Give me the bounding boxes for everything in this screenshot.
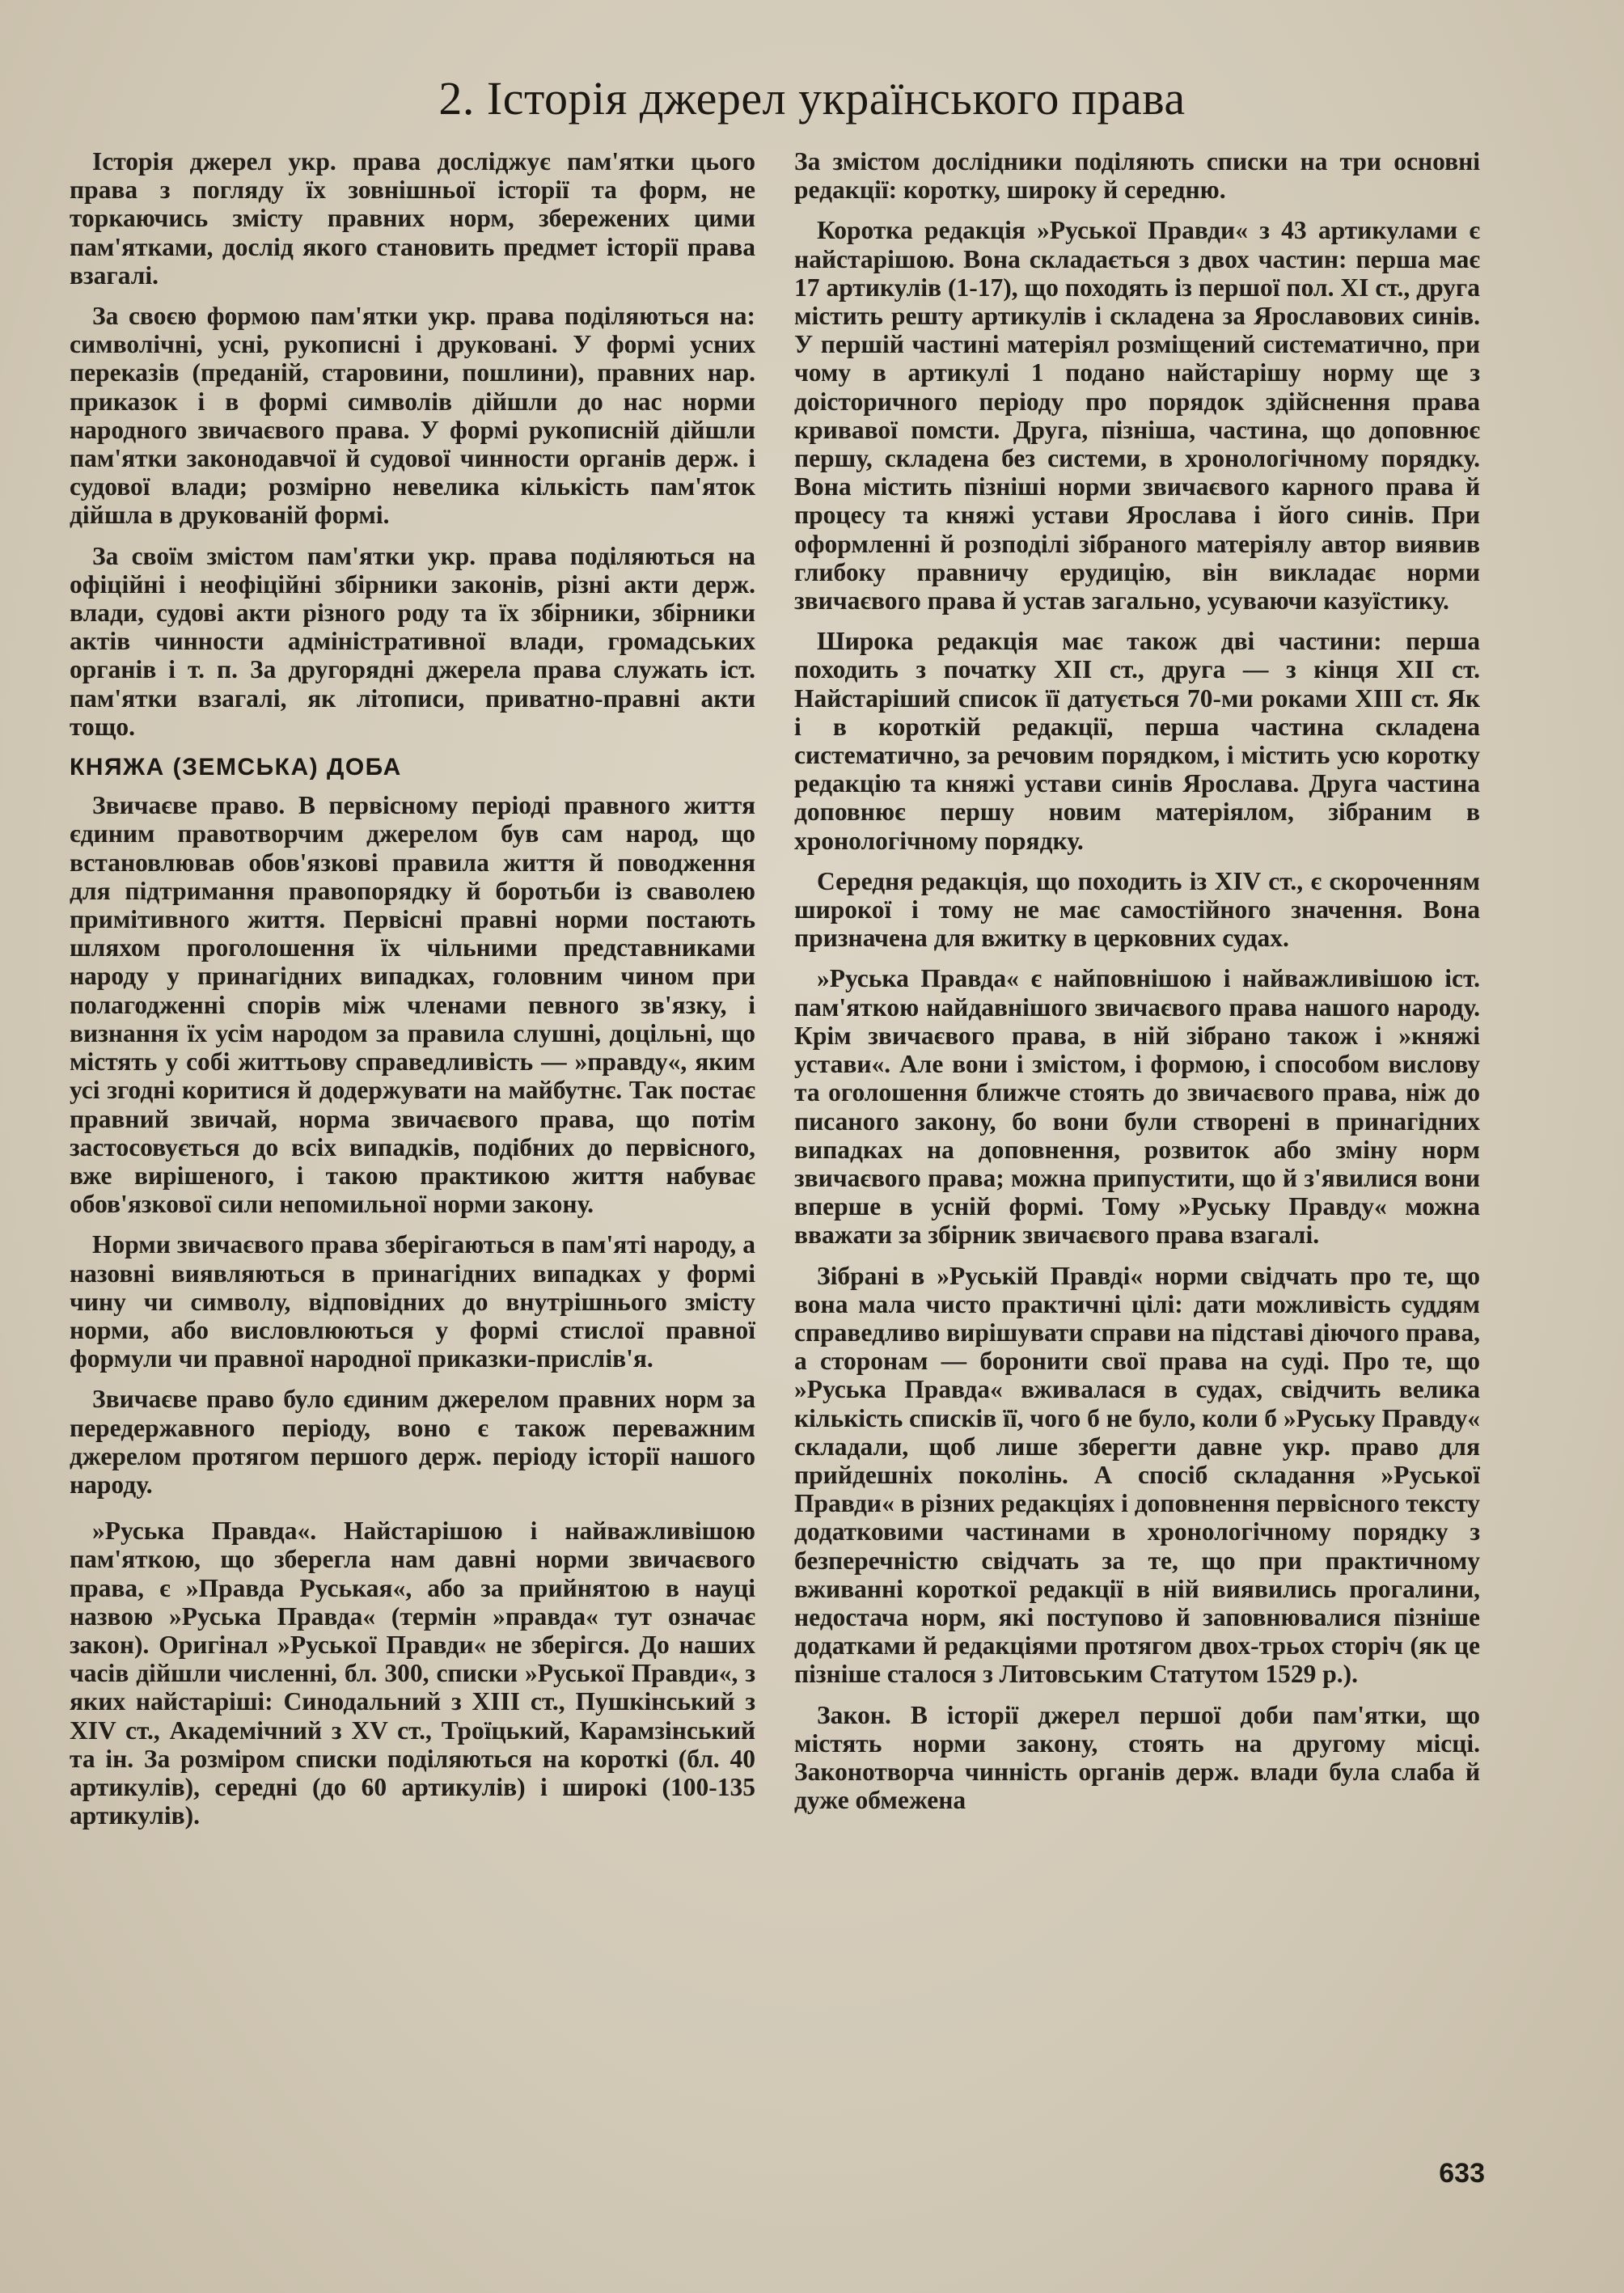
page-number: 633 (1439, 2158, 1485, 2189)
ruska-pravda-paragraph: »Руська Правда«. Найстарішою і найважливішою пам'яткою, що зберегла нам давні норми звичаєвого права, є »Правда Руськая«, або за прийнятою в науці назвою »Руська Правда« (термін »правда« тут означає закон). Оригінал »Руської Правди« не зберігся. До наших часів дійшли численні, бл. 300, списки »Руської Правди«, з яких найстаріші: Синодальний з XIII ст., Пушкінський з XIV ст., Академічний з XV ст., Троїцький, Карамзінський та ін. За розміром списки поділяються на короткі (бл. 40 артикулів), середні (до 60 артикулів) і широкі (100-135 артикулів). (70, 1517, 755, 1830)
content-paragraph: За своїм змістом пам'ятки укр. права поділяються на офіційні і неофіційні збірники законів, різні акти держ. влади, судові акти різного роду та їх збірники, збірники актів чинности адміністративної влади, громадських органів і т. п. За другорядні джерела права служать іст. пам'ятки взагалі, як літописи, приватно-правні акти тощо. (70, 541, 755, 741)
right-column (794, 147, 1480, 1826)
intro-paragraph: Історія джерел укр. права досліджує пам'ятки цього права з погляду їх зовнішньої історії та форм, не торкаючись змісту правних норм, збережених цими пам'ятками, дослід якого становить предмет історії права взагалі. (70, 147, 755, 290)
redactions-paragraph: За змістом дослідники поділяють списки на три основні редакції: коротку, широку й середню. (794, 147, 1480, 205)
practical-use-paragraph: Зібрані в »Руській Правді« норми свідчать про те, що вона мала чисто практичні цілі: дати можливість суддям справедливо вирішувати справи на підставі діючого права, а сторонам — боронити свої права на суді. Про те, що »Руська Правда« вживалася в судах, свідчить велика кількість списків її, чого б не було, коли б »Руську Правду« складали, щоб лише зберегти давне укр. право для прийдешніх поколінь. А спосіб складання »Руської Правди« в різних редакціях і доповнення первісного тексту додатковими частинами в хронологічному порядку з безперечністю свідчать за те, що при практичному вживанні короткої редакції в ній виявились прогалини, недостача норм, які поступово й заповнювалися пізніше додатками й редакціями протягом двох-трьох сторіч (як це пізніше сталося з Литовським Статутом 1529 р.). (794, 1261, 1480, 1689)
form-paragraph: За своєю формою пам'ятки укр. права поділяються на: символічні, усні, рукописні і друковані. У формі усних переказів (преданій, старовини, пошлини), правних нар. приказок і в формі символів дійшли до нас норми народного звичаєвого права. У формі рукописній дійшли пам'ятки законодавчої й судової чинности органів держ. і судової влади; розмірно невелика кількість пам'яток дійшла в друкованій формі. (70, 302, 755, 530)
middle-redaction-paragraph: Середня редакція, що походить із XIV ст., є скороченням широкої і тому не має самостійного значення. Вона призначена для вжитку в церковних судах. (794, 866, 1480, 953)
customary-norms-paragraph: Норми звичаєвого права зберігаються в пам'яті народу, а назовні виявляються в принагідних випадках у формі чину чи символу, відповідних до внутрішнього змісту норми, або висловлюються у формі стислої правної формули чи правної народної приказки-прислів'я. (70, 1230, 755, 1373)
section-heading: КНЯЖА (ЗЕМСЬКА) ДОБА (70, 754, 402, 781)
article-title: 2. Історія джерел українського права (438, 72, 1186, 125)
customary-law-paragraph: Звичаєве право. В первісному періоді правного життя єдиним правотворчим джерелом був сам народ, що встановлював обов'язкові правила життя й поводження для підтримання правопорядку й боротьби із сваволею примітивного життя. Первісні правні норми постають шляхом проголошення їх чільними представниками народу у принагідних випадках, головним чином при полагодженні спорів між членами певного зв'язку, і визнання їх усім народом за правила слушні, доцільні, що містять у собі життьову справедливість — »правду«, яким усі згодні коритися й додержувати на майбутнє. Так постає правний звичай, норма звичаєвого права, що потім застосовується до всіх випадків, подібних до первісного, вже вирішеного, і такою практикою життя набуває обов'язкової сили непомильної норми закону. (70, 791, 755, 1219)
importance-paragraph: »Руська Правда« є найповнішою і найважливішою іст. пам'яткою найдавнішого звичаєвого права нашого народу. Крім звичаєвого права, в ній зібрано також і »княжі устави«. Але вони і змістом, і формою, і способом вислову та оголошення ближче стоять до звичаєвого права, ніж до писаного закону, бо вони були створені в принагідних випадках на доповнення, розвиток або зміну норм звичаєвого права; можна припустити, що й з'явилися вони вперше в усній формі. Тому »Руську Правду« можна вважати за збірник звичаєвого права взагалі. (794, 964, 1480, 1250)
short-redaction-paragraph: Коротка редакція »Руської Правди« з 43 артикулами є найстарішою. Вона складається з двох частин: перша має 17 артикулів (1-17), що походять із першої пол. XI ст., друга містить решту артикулів і складена за Ярославових синів. У першій частині матеріял розміщений систематично, при чому в артикулі 1 подано найстарішу норму ще з доісторичного періоду про порядок здійснення права кривавої помсти. Друга, пізніша, частина, що доповнює першу, складена без системи, в хронологічному порядку. Вона містить пізніші норми звичаєвого карного права й процесу та княжі устави Ярослава і його синів. При оформленні й розподілі зібраного матеріялу автор виявив глибоку правничу ерудицію, він викладає норми звичаєвого права й устав загально, усуваючи казуїстику. (794, 216, 1480, 616)
customary-source-paragraph: Звичаєве право було єдиним джерелом правних норм за передержавного періоду, воно є також переважним джерелом протягом першого держ. періоду історії нашого народу. (70, 1385, 755, 1499)
left-column (70, 147, 755, 1842)
law-paragraph: Закон. В історії джерел першої доби пам'ятки, що містять норми закону, стоять на другому місці. Законотворча чинність органів держ. влади була слаба й дуже обмежена (794, 1700, 1480, 1815)
wide-redaction-paragraph: Широка редакція має також дві частини: перша походить з початку XII ст., друга — з кінця XII ст. Найстаріший список її датується 70-ми роками XIII ст. Як і в короткій редакції, перша частина складена систематично, за речовим порядком, і містить усю коротку редакцію та княжі устави синів Ярослава. Друга частина доповнює першу новим матеріялом, зібраним в хронологічному порядку. (794, 627, 1480, 855)
